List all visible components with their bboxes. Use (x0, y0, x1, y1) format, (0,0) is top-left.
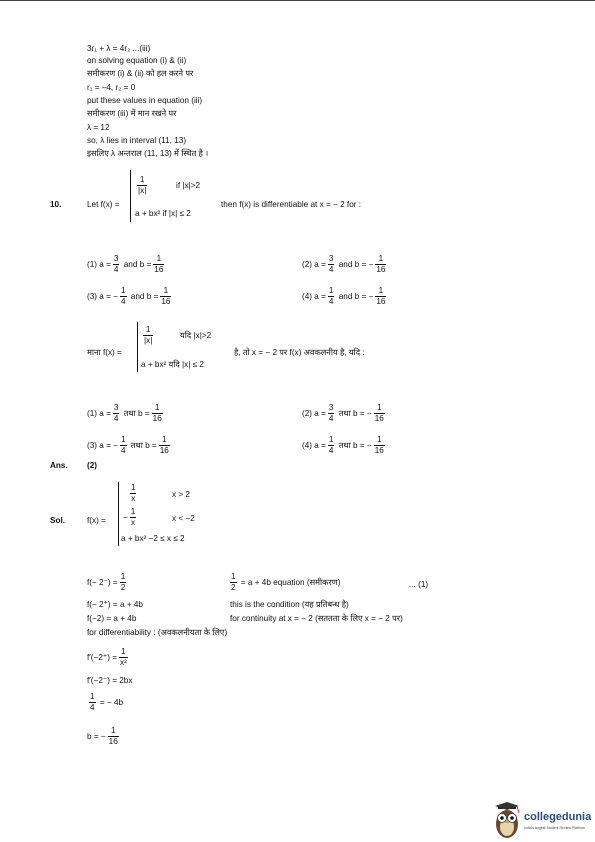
equation-1: $\frac{1}{2}$ = a + 4b equation (समीकरण) (231, 572, 341, 593)
question-number: 10. (50, 200, 62, 209)
hindi-option-2: (2) a = $\frac{3}{4}$ तथा b = − $\frac{1}{16}$ (302, 403, 384, 424)
piecewise-brace (137, 322, 138, 372)
option-2: (2) a = $\frac{3}{4}$ and b = − $\frac{1}{16}$ (302, 254, 386, 275)
piecewise-brace (130, 170, 131, 222)
text-line: on solving equation (i) & (ii) (87, 56, 187, 65)
option-1: (1) a = $\frac{3}{4}$ and b = $\frac{1}{16}$ (87, 254, 164, 275)
right-limit: f(− 2⁺) = a + 4b (87, 600, 143, 609)
hindi-case1-fraction: $\frac{1}{|x|}$ (144, 325, 153, 346)
equate-derivatives: $\frac{1}{4}$ = − 4b (90, 692, 124, 713)
solution-brace (118, 482, 119, 546)
option-4: (4) a = $\frac{1}{4}$ and b = − $\frac{1}{16}$ (302, 286, 386, 307)
b-result: b = − $\frac{1}{16}$ (87, 726, 118, 747)
hindi-question-lead: माना f(x) = (87, 348, 122, 357)
case2-expression: a + bx² if |x| ≤ 2 (135, 209, 191, 218)
hindi-question-tail: है, तो x = − 2 पर f(x) अवकलनीय है, यदि : (234, 348, 365, 357)
hindi-case2-expression: a + bx² यदि |x| ≤ 2 (141, 360, 204, 369)
sol-case2-fraction: − $\frac{1}{x}$ (123, 507, 136, 528)
logo-wordmark: collegedunia (524, 811, 592, 823)
sol-case3-expression: a + bx² −2 ≤ x ≤ 2 (121, 534, 185, 543)
solution-label: Sol. (50, 516, 66, 525)
text-line: put these values in equation (iii) (87, 96, 203, 105)
hindi-option-3: (3) a = − $\frac{1}{4}$ तथा b = $\frac{1}{16}$ (87, 435, 169, 456)
hindi-line: समीकरण (i) & (ii) को हल करने पर (87, 69, 194, 78)
owl-mascot-icon (492, 800, 522, 840)
differentiability-heading: for differentiability : (अवकलनीयता के लिए) (87, 628, 228, 637)
right-derivative: f′(−2⁺) = $\frac{1}{\text{x²}}$ (87, 647, 127, 668)
logo-tagline: India's largest Student Review Platform (524, 826, 585, 830)
hindi-option-4: (4) a = $\frac{1}{4}$ तथा b = − $\frac{1}{16}$ (302, 435, 384, 456)
sol-case2-condition: x < −2 (172, 514, 195, 523)
answer-label: Ans. (50, 461, 68, 470)
question-lead: Let f(x) = (87, 200, 120, 209)
hindi-option-1: (1) a = $\frac{3}{4}$ तथा b = $\frac{1}{16}$ (87, 403, 162, 424)
question-tail: then f(x) is differentiable at x = − 2 for : (221, 200, 362, 209)
hindi-case1-condition: यदि |x|>2 (180, 331, 212, 340)
solution-lead: f(x) = (87, 516, 106, 525)
lambda-value: λ = 12 (87, 123, 110, 132)
answer-value: (2) (87, 461, 98, 470)
sol-case1-fraction: $\frac{1}{x}$ (131, 483, 136, 504)
case1-condition: if |x|>2 (176, 181, 201, 190)
hindi-line: समीकरण (iii) में मान रखने पर (87, 109, 177, 118)
left-limit: f(− 2⁻) = $\frac{1}{2}$ (87, 572, 126, 593)
values-line: r₁ = –4, r₂ = 0 (87, 83, 136, 92)
top-rule (0, 0, 595, 1)
continuity-note: for continuity at x = − 2 (सततता के लिए x = − 2 पर) (230, 614, 403, 623)
sol-case1-condition: x > 2 (172, 490, 190, 499)
hindi-line: इसलिए λ अन्तराल (11, 13) में स्थित है । (87, 149, 209, 158)
case1-fraction: $\frac{1}{|x|}$ (138, 175, 147, 196)
function-value: f(−2) = a + 4b (87, 614, 137, 623)
left-derivative: f′(−2⁻) = 2bx (87, 676, 133, 685)
equation-iii: 3r₁ + λ = 4r₂ ...(iii) (87, 44, 151, 53)
text-line: so, λ lies in interval (11, 13) (87, 136, 187, 145)
option-3: (3) a = − $\frac{1}{4}$ and b = $\frac{1}{16}$ (87, 286, 171, 307)
equation-tag: ... (1) (409, 580, 429, 589)
condition-note: this is the condition (यह प्रतिबन्ध है) (230, 600, 349, 609)
